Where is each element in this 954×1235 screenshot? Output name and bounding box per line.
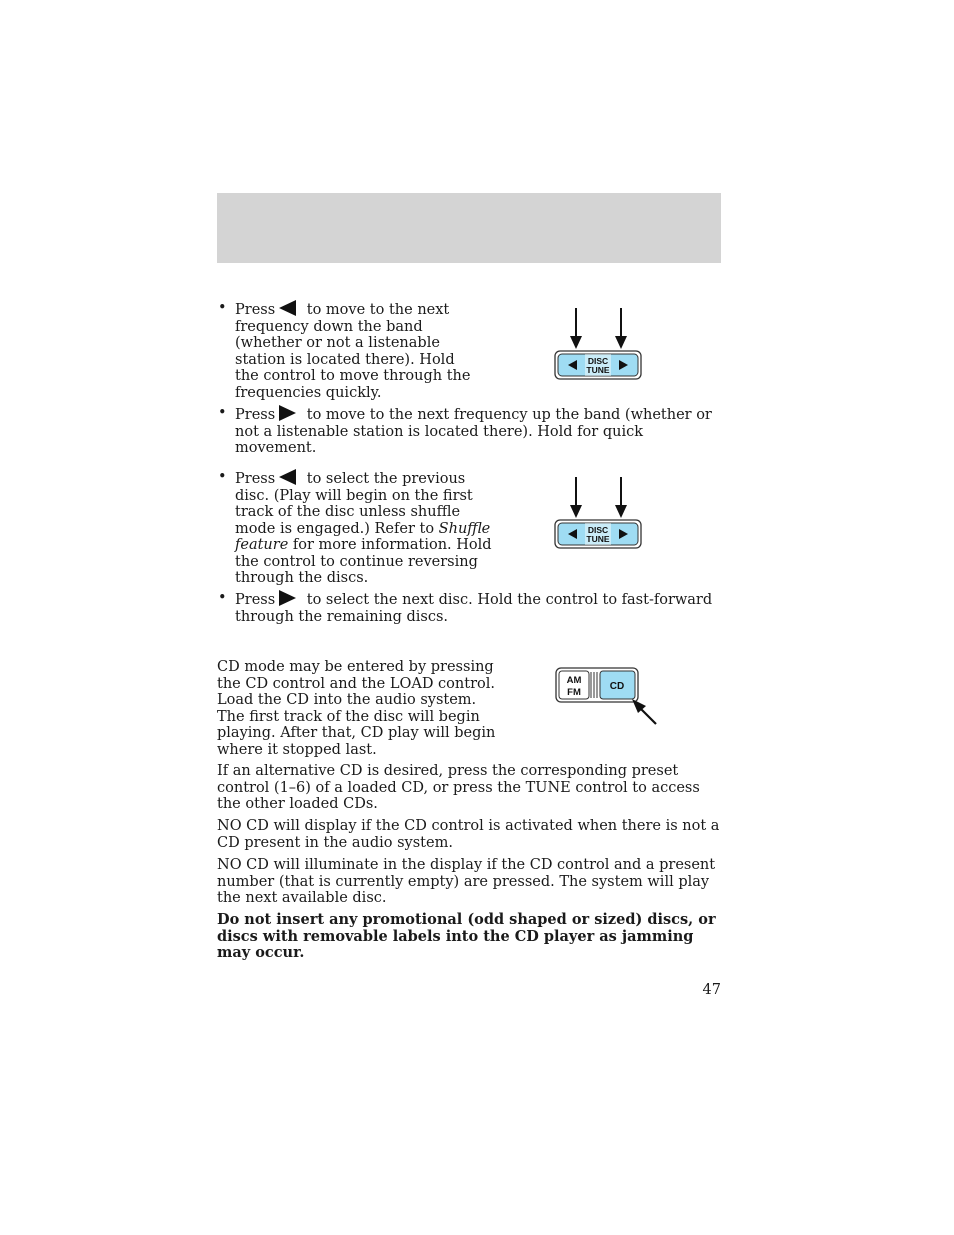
- disc-previous-arrow-icon: [279, 469, 296, 485]
- no-cd-illuminate-paragraph: NO CD will illuminate in the display if the CD control and a present number (that is currently empty) are pressed. The system will play the next available disc.: [217, 857, 716, 906]
- svg-text:AM: AM: [566, 675, 582, 686]
- bullet-marker: •: [218, 405, 227, 421]
- disc-next-paragraph: Press to select the next disc. Hold the control to fast-forward through the remaining discs.: [235, 592, 713, 625]
- disc-tune-button-illustration: [552, 306, 644, 382]
- svg-text:DISC: DISC: [587, 525, 609, 535]
- svg-text:CD: CD: [609, 681, 625, 692]
- alternative-cd-paragraph: If an alternative CD is desired, press the corresponding preset control (1–6) of a loaded CD, or press the TUNE control to access the other loaded CDs.: [217, 763, 700, 812]
- amfm-cd-button-illustration: [554, 666, 660, 728]
- disc-tune-button-illustration: [552, 475, 644, 551]
- seek-up-arrow-icon: [279, 405, 296, 421]
- seek-down-arrow-icon: [279, 300, 296, 316]
- no-cd-display-paragraph: NO CD will display if the CD control is activated when there is not a CD present in the audio system.: [217, 818, 720, 851]
- seek-down-paragraph: Press to move to the next frequency down the band (whether or not a listenable station is located there). Hold the control to move through the frequencies quickly.: [235, 302, 471, 401]
- svg-text:FM: FM: [567, 687, 581, 698]
- disc-next-arrow-icon: [279, 590, 296, 606]
- disc-warning-paragraph: Do not insert any promotional (odd shaped or sized) discs, or discs with removable labels into the CD player as jamming may occur.: [217, 911, 716, 961]
- seek-up-paragraph: Press to move to the next frequency up the band (whether or not a listenable station is located there). Hold for quick movement.: [235, 407, 712, 456]
- cd-mode-intro: CD mode may be entered by pressing the CD control and the LOAD control. Load the CD into the audio system. The first track of the disc will begin playing. After that, CD play will begin where it stopped last.: [217, 659, 496, 758]
- disc-previous-paragraph: Press to select the previous disc. (Play will begin on the first track of the disc unless shuffle mode is engaged.) Refer to Shuffle feature for more information. Hold the control to continue reversing through the discs.: [235, 471, 492, 586]
- bullet-marker: •: [218, 300, 227, 316]
- bullet-marker: •: [218, 469, 227, 485]
- svg-text:DISC: DISC: [587, 356, 609, 366]
- svg-text:TUNE: TUNE: [586, 534, 610, 544]
- section-header-band: [217, 193, 721, 263]
- bullet-marker: •: [218, 590, 227, 606]
- page-number: 47: [702, 982, 721, 998]
- svg-text:TUNE: TUNE: [586, 365, 610, 375]
